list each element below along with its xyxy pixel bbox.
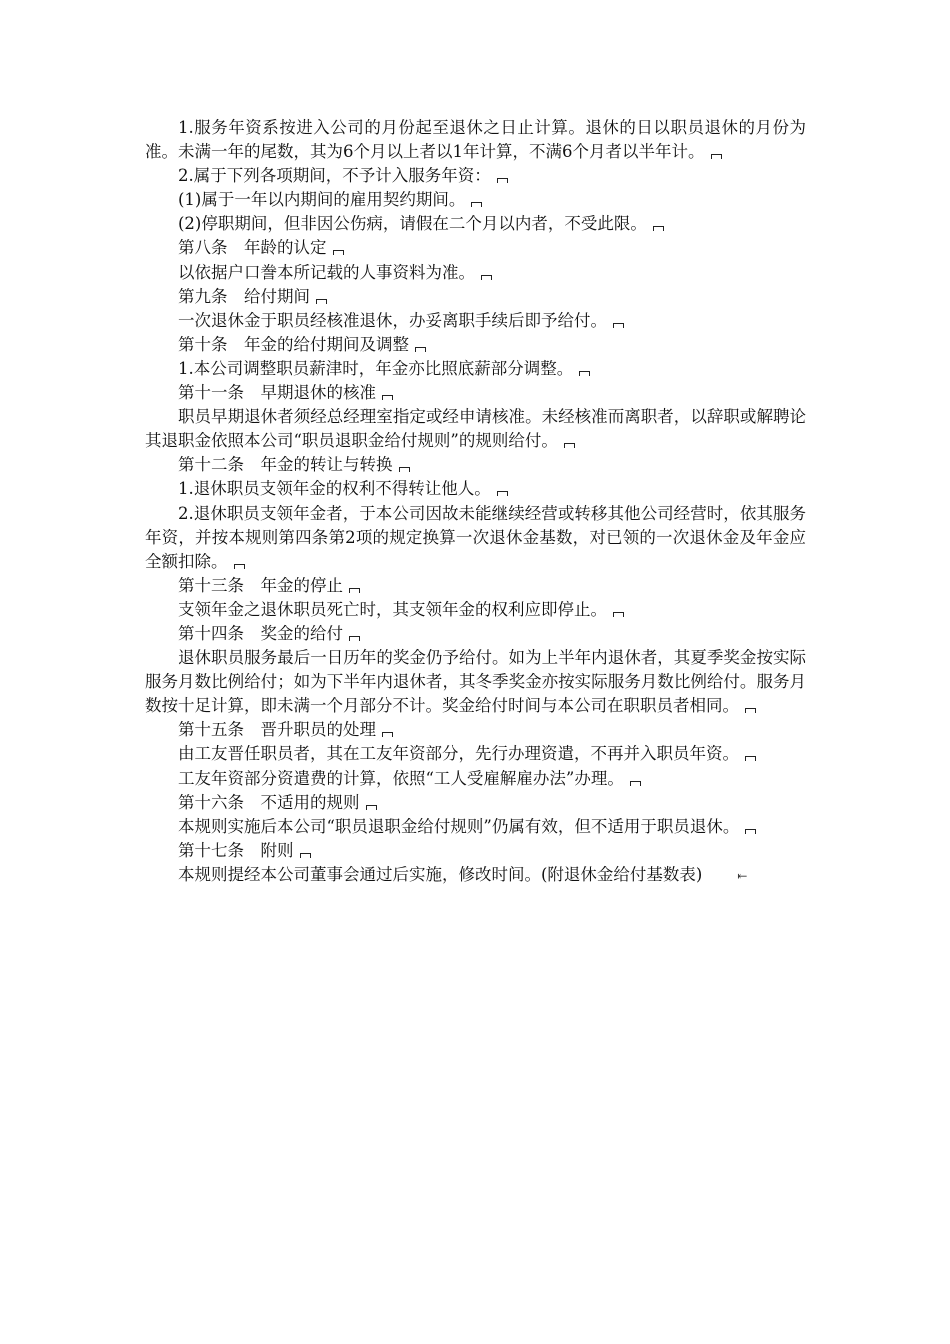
paragraph <box>145 405 806 453</box>
paragraph-text: 第十四条 奖金的给付 <box>178 623 343 643</box>
paragraph <box>145 477 806 501</box>
paragraph-text: 本规则实施后本公司“职员退职金给付规则”仍属有效，但不适用于职员退休。 <box>178 816 740 836</box>
paragraph-mark-icon <box>382 395 393 400</box>
article-heading <box>145 285 806 309</box>
paragraph <box>145 598 806 622</box>
paragraph-text: 1.服务年资系按进入公司的月份起至退休之日止计算。退休的日以职员退休的月份为准。未满一年的尾数，其为6个月以上者以1年计算，不满6个月者以半年计。 <box>145 118 806 162</box>
paragraph-mark-icon <box>745 829 756 834</box>
paragraph-mark-icon <box>630 781 641 786</box>
article-heading <box>145 718 806 742</box>
article-heading <box>145 791 806 815</box>
paragraph-mark-icon <box>382 732 393 737</box>
paragraph-text: 一次退休金于职员经核准退休，办妥离职手续后即予给付。 <box>178 310 607 330</box>
paragraph-text: 第十六条 不适用的规则 <box>178 792 360 812</box>
article-heading <box>145 453 806 477</box>
paragraph-text: 支领年金之退休职员死亡时，其支领年金的权利应即停止。 <box>178 599 607 619</box>
paragraph-mark-icon <box>399 467 410 472</box>
paragraph-mark-icon <box>653 226 664 231</box>
paragraph-text: 1.本公司调整职员薪津时，年金亦比照底薪部分调整。 <box>178 358 574 378</box>
paragraph-mark-icon <box>613 323 624 328</box>
paragraph-text: 1.退休职员支领年金的权利不得转让他人。 <box>178 479 491 499</box>
paragraph <box>145 863 806 888</box>
paragraph <box>145 188 806 212</box>
paragraph-text: 工友年资部分资遣费的计算，依照“工人受雇解雇办法”办理。 <box>178 768 624 788</box>
paragraph-mark-icon <box>745 756 756 761</box>
paragraph-text: 本规则提经本公司董事会通过后实施，修改时间。(附退休金给付基数表) <box>178 864 703 884</box>
paragraph-text: 第十条 年金的给付期间及调整 <box>178 334 409 354</box>
paragraph-text: 2.属于下列各项期间，不予计入服务年资： <box>178 166 491 186</box>
paragraph <box>145 261 806 285</box>
paragraph <box>145 767 806 791</box>
paragraph-mark-icon <box>745 708 756 713</box>
article-heading <box>145 381 806 405</box>
paragraph <box>145 742 806 766</box>
paragraph <box>145 116 806 164</box>
paragraph-text: 第十七条 附则 <box>178 840 294 860</box>
paragraph-mark-icon <box>349 588 360 593</box>
paragraph-mark-icon <box>333 250 344 255</box>
paragraph <box>145 502 806 574</box>
paragraph-mark-icon: ⇤ <box>737 868 748 883</box>
article-heading <box>145 333 806 357</box>
paragraph-mark-icon <box>366 805 377 810</box>
paragraph-text: (2)停职期间，但非因公伤病，请假在二个月以内者，不受此限。 <box>178 214 647 234</box>
paragraph-mark-icon <box>497 491 508 496</box>
paragraph-text: 以依据户口誊本所记载的人事资料为准。 <box>178 262 475 282</box>
paragraph-mark-icon <box>564 443 575 448</box>
paragraph-mark-icon <box>415 347 426 352</box>
paragraph-mark-icon <box>497 178 508 183</box>
paragraph-text: 第十五条 晋升职员的处理 <box>178 720 376 740</box>
paragraph-text: 第九条 给付期间 <box>178 286 310 306</box>
paragraph-text: (1)属于一年以内期间的雇用契约期间。 <box>178 190 466 210</box>
paragraph-text: 职员早期退休者须经总经理室指定或经申请核准。未经核准而离职者，以辞职或解聘论其退职金依照本公司“职员退职金给付规则”的规则给付。 <box>145 407 806 451</box>
paragraph <box>145 815 806 839</box>
paragraph <box>145 357 806 381</box>
paragraph <box>145 164 806 188</box>
document-body <box>145 116 806 888</box>
paragraph-text: 第八条 年龄的认定 <box>178 238 327 258</box>
paragraph-text: 2.退休职员支领年金者，于本公司因故未能继续经营或转移其他公司经营时，依其服务年资，并按本规则第四条第2项的规定换算一次退休金基数，对已领的一次退休金及年金应全额扣除。 <box>145 503 806 571</box>
paragraph-mark-icon <box>711 154 722 159</box>
paragraph-text: 第十三条 年金的停止 <box>178 575 343 595</box>
paragraph <box>145 646 806 718</box>
paragraph-text: 退休职员服务最后一日历年的奖金仍予给付。如为上半年内退休者，其夏季奖金按实际服务月数比例给付；如为下半年内退休者，其冬季奖金亦按实际服务月数比例给付。服务月数按十足计算，即未满一个月部分不计。奖金给付时间与本公司在职职员者相同。 <box>145 648 806 716</box>
paragraph-text: 由工友晋任职员者，其在工友年资部分，先行办理资遣，不再并入职员年资。 <box>178 744 739 764</box>
article-heading <box>145 236 806 260</box>
paragraph-mark-icon <box>471 202 482 207</box>
paragraph-mark-icon <box>300 853 311 858</box>
paragraph-mark-icon <box>579 371 590 376</box>
paragraph-mark-icon <box>349 636 360 641</box>
paragraph <box>145 309 806 333</box>
article-heading <box>145 574 806 598</box>
paragraph-mark-icon <box>481 275 492 280</box>
paragraph <box>145 212 806 236</box>
paragraph-mark-icon <box>613 612 624 617</box>
paragraph-text: 第十一条 早期退休的核准 <box>178 383 376 403</box>
article-heading <box>145 622 806 646</box>
paragraph-mark-icon <box>234 564 245 569</box>
paragraph-text: 第十二条 年金的转让与转换 <box>178 455 393 475</box>
article-heading <box>145 839 806 863</box>
paragraph-mark-icon <box>316 299 327 304</box>
